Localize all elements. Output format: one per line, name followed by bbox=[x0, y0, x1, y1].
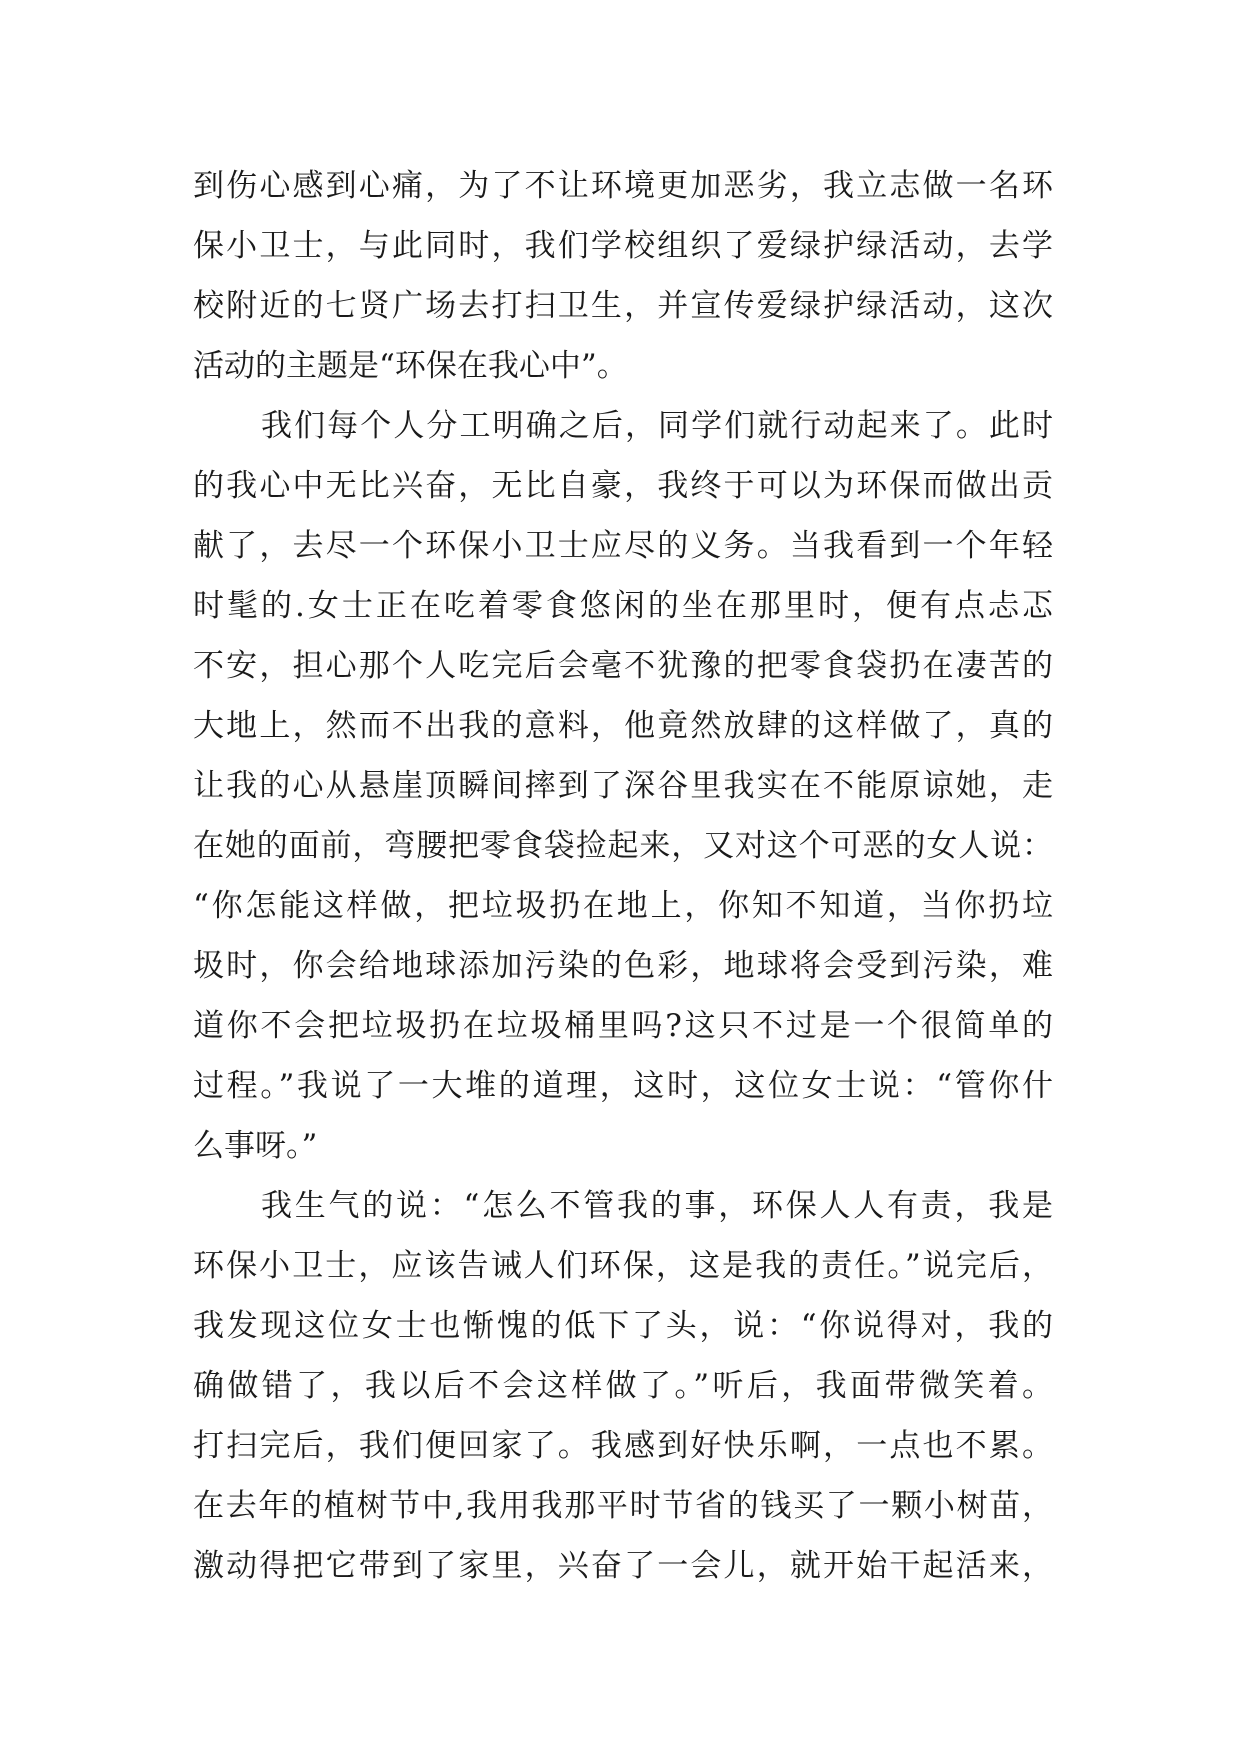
text-line: 圾时，你会给地球添加污染的色彩，地球将会受到污染，难 bbox=[193, 948, 1053, 984]
text-line: 我发现这位女士也惭愧的低下了头，说：“你说得对，我的 bbox=[193, 1308, 1053, 1344]
text-line: 环保小卫士，应该告诫人们环保，这是我的责任。”说完后， bbox=[193, 1248, 1053, 1284]
text-line: “你怎能这样做，把垃圾扔在地上，你知不知道，当你扔垃 bbox=[193, 888, 1053, 924]
text-line: 活动的主题是“环保在我心中”。 bbox=[193, 348, 628, 384]
text-line: 让我的心从悬崖顶瞬间摔到了深谷里我实在不能原谅她，走 bbox=[193, 768, 1053, 804]
text-line: 大地上，然而不出我的意料，他竟然放肆的这样做了，真的 bbox=[193, 708, 1053, 744]
text-line: 我们每个人分工明确之后，同学们就行动起来了。此时 bbox=[261, 408, 1053, 444]
text-line: 到伤心感到心痛，为了不让环境更加恶劣，我立志做一名环 bbox=[193, 168, 1053, 204]
text-line: 的我心中无比兴奋，无比自豪，我终于可以为环保而做出贡 bbox=[193, 468, 1053, 504]
text-line: 在去年的植树节中,我用我那平时节省的钱买了一颗小树苗， bbox=[193, 1488, 1053, 1524]
text-line: 时髦的.女士正在吃着零食悠闲的坐在那里时，便有点忐忑 bbox=[193, 588, 1053, 624]
text-line: 么事呀。” bbox=[193, 1128, 318, 1164]
text-line: 不安，担心那个人吃完后会毫不犹豫的把零食袋扔在凄苦的 bbox=[193, 648, 1053, 684]
text-line: 道你不会把垃圾扔在垃圾桶里吗?这只不过是一个很简单的 bbox=[193, 1008, 1053, 1044]
text-line: 确做错了，我以后不会这样做了。”听后，我面带微笑着。 bbox=[193, 1368, 1053, 1404]
text-line: 校附近的七贤广场去打扫卫生，并宣传爱绿护绿活动，这次 bbox=[193, 288, 1053, 324]
text-line: 我生气的说：“怎么不管我的事，环保人人有责，我是 bbox=[261, 1188, 1053, 1224]
text-line: 保小卫士，与此同时，我们学校组织了爱绿护绿活动，去学 bbox=[193, 228, 1053, 264]
text-line: 打扫完后，我们便回家了。我感到好快乐啊，一点也不累。 bbox=[193, 1428, 1053, 1464]
text-line: 献了，去尽一个环保小卫士应尽的义务。当我看到一个年轻 bbox=[193, 528, 1053, 564]
text-line: 在她的面前，弯腰把零食袋捡起来，又对这个可恶的女人说： bbox=[193, 828, 1053, 864]
body-text bbox=[193, 156, 1053, 1596]
text-line: 过程。”我说了一大堆的道理，这时，这位女士说：“管你什 bbox=[193, 1068, 1053, 1104]
text-line: 激动得把它带到了家里，兴奋了一会儿，就开始干起活来， bbox=[193, 1548, 1053, 1584]
